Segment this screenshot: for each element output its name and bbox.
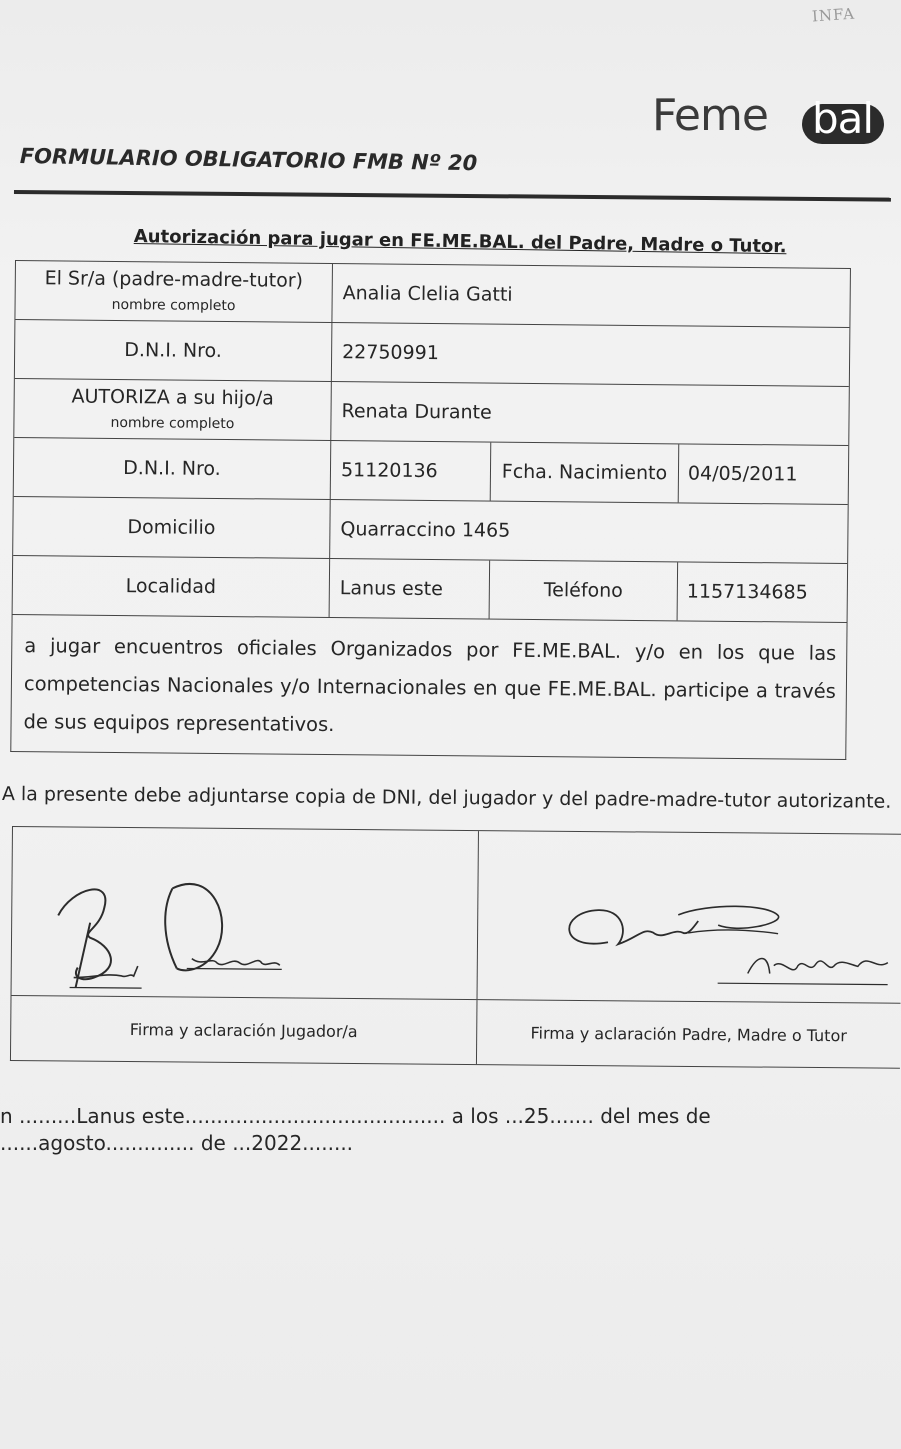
address-label bbox=[13, 497, 331, 558]
guardian-signature-label: Firma y aclaración Padre, Madre o Tutor bbox=[530, 1023, 847, 1045]
child-name-field[interactable]: Renata Durante bbox=[341, 400, 492, 424]
phone-field[interactable]: 1157134685 bbox=[686, 580, 808, 604]
player-signature-label: Firma y aclaración Jugador/a bbox=[11, 996, 478, 1064]
guardian-signature-drawing bbox=[478, 831, 899, 1003]
table-row-child bbox=[14, 379, 849, 446]
table-row-locality bbox=[13, 556, 848, 622]
player-signature-drawing bbox=[12, 827, 479, 999]
child-dni-label bbox=[14, 438, 332, 499]
table-row-child-dni bbox=[14, 438, 849, 505]
guardian-label-cell bbox=[15, 261, 333, 322]
birth-date-label: Fcha. Nacimiento bbox=[491, 443, 680, 503]
table-row-address bbox=[13, 497, 848, 564]
guardian-dni-label bbox=[15, 320, 333, 381]
attachment-note: A la presente debe adjuntarse copia de DNI, del jugador y del padre-madre-tutor autorizante. bbox=[1, 783, 892, 813]
place-date-line-1: n .........Lanus este......................................... a los ...25....... del mes de bbox=[0, 1104, 711, 1128]
child-label-cell bbox=[14, 379, 332, 440]
child-dni-label-text: D.N.I. Nro. bbox=[123, 457, 221, 480]
child-sublabel: nombre completo bbox=[110, 414, 235, 433]
guardian-dni-label-text: D.N.I. Nro. bbox=[124, 339, 223, 362]
place-date-line-2: ......agosto.............. de ...2022........ bbox=[0, 1131, 354, 1155]
signature-table bbox=[10, 826, 901, 1069]
title-divider bbox=[14, 190, 891, 202]
address-field[interactable]: Quarraccino 1465 bbox=[340, 518, 511, 542]
child-label: AUTORIZA a su hijo/a bbox=[71, 385, 274, 410]
guardian-dni-field[interactable]: 22750991 bbox=[342, 341, 439, 365]
table-row-guardian bbox=[15, 261, 850, 328]
logo-prefix: Feme bbox=[652, 90, 768, 141]
signature-label-row bbox=[11, 996, 901, 1068]
guardian-label: El Sr/a (padre-madre-tutor) bbox=[44, 267, 304, 292]
locality-field[interactable]: Lanus este bbox=[330, 559, 491, 619]
birth-date-field[interactable]: 04/05/2011 bbox=[687, 462, 798, 486]
authorization-paragraph: a jugar encuentros oficiales Organizados por FE.ME.BAL. y/o en los que las competencias Nacionales y/o Internacionales en que FE.ME.BAL. participe a través de sus equipos representativos. bbox=[10, 615, 847, 760]
femebal-logo bbox=[652, 92, 884, 148]
guardian-signature-box[interactable] bbox=[478, 831, 901, 1003]
authorization-table bbox=[10, 260, 851, 760]
address-label-text: Domicilio bbox=[127, 516, 216, 539]
handwritten-corner-note: INFA bbox=[811, 4, 856, 26]
form-title: FORMULARIO OBLIGATORIO FMB Nº 20 bbox=[19, 144, 478, 176]
guardian-name-field[interactable]: Analia Clelia Gatti bbox=[342, 282, 513, 306]
locality-label-text: Localidad bbox=[125, 575, 217, 598]
authorization-title: Autorización para jugar en FE.ME.BAL. del Padre, Madre o Tutor. bbox=[133, 226, 787, 258]
table-row-guardian-dni bbox=[15, 320, 850, 387]
locality-label bbox=[13, 556, 331, 617]
phone-label: Teléfono bbox=[490, 561, 679, 621]
logo-suffix: bal bbox=[812, 94, 874, 143]
child-dni-field[interactable]: 51120136 bbox=[331, 441, 492, 501]
signature-row bbox=[12, 827, 901, 1004]
data-grid bbox=[12, 260, 851, 623]
signature-grid bbox=[10, 826, 901, 1069]
guardian-sublabel: nombre completo bbox=[111, 296, 236, 315]
player-signature-box[interactable] bbox=[12, 827, 479, 999]
